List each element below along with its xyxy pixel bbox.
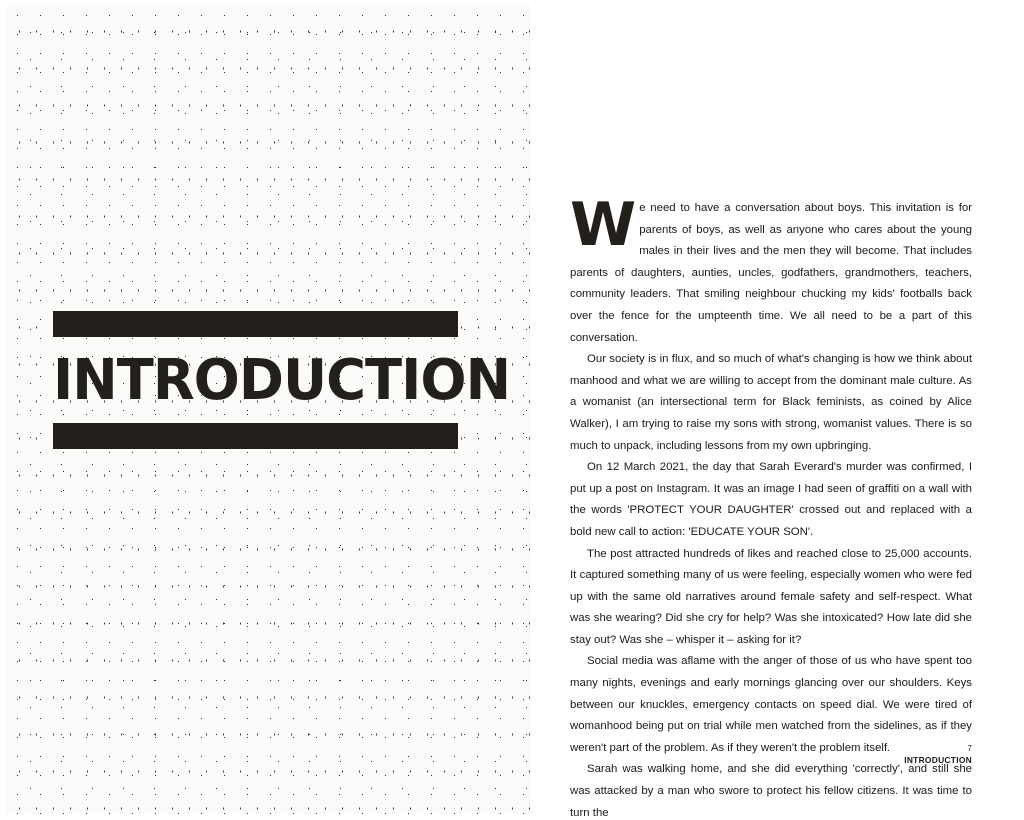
title-rule-top xyxy=(53,311,458,337)
paragraph: Social media was aflame with the anger of those of us who have spent too many nights, evenings and early mornings glancing over our shoulders. Keys between our knuckles, emergency contacts on speed dial. We were tired of womanhood being put on trial while men watched from the sidelines, as if they weren't part of the problem. As if they weren't the problem itself. xyxy=(570,655,972,754)
paragraph-text: e need to have a conversation about boys. This invitation is for parents of boys, as well as anyone who cares about the young males in their lives and the men they will become. That includes parents of daughters, aunties, uncles, godfathers, grandmothers, teachers, community leaders. That smiling neighbour chucking my kids' footballs back over the fence for the umpteenth time. We all need to be a part of this conversation. xyxy=(570,202,972,344)
paragraph: On 12 March 2021, the day that Sarah Everard's murder was confirmed, I put up a post on Instagram. It was an image I had seen of graffiti on a wall with the words 'PROTECT YOUR DAUGHTER' crossed out and replaced with a bold new call to action: 'EDUCATE YOUR SON'. xyxy=(570,461,972,538)
left-page-texture-panel xyxy=(6,6,530,814)
paragraph: The post attracted hundreds of likes and reached close to 25,000 accounts. It captured something many of us were feeling, especially women who were fed up with the same old narratives around female safety and self-respect. What was she wearing? Did she cry for help? Was she intoxicated? How late did she stay out? Was she – whisper it – asking for it? xyxy=(570,547,972,646)
chapter-title-block xyxy=(53,311,511,449)
page-number: 7 xyxy=(967,744,972,753)
body-text-column xyxy=(570,190,972,820)
paragraph xyxy=(570,190,972,349)
drop-cap: W xyxy=(570,190,635,260)
page-title: INTRODUCTION xyxy=(53,348,511,413)
right-page xyxy=(530,6,1018,819)
running-head: INTRODUCTION xyxy=(904,755,972,765)
paragraph: Our society is in flux, and so much of what's changing is how we think about manhood and what we are willing to accept from the dominant male culture. As a womanist (an intersectional term for Black feminists, as coined by Alice Walker), I am trying to raise my sons with strong, womanist values. There is so much to unpack, including lessons from my own upbringing. xyxy=(570,353,972,452)
title-rule-bottom xyxy=(53,423,458,449)
folio xyxy=(904,743,972,766)
paragraph: Sarah was walking home, and she did everything 'correctly', and still she was attacked by a man who swore to protect his fellow citizens. It was time to turn the xyxy=(570,763,972,819)
